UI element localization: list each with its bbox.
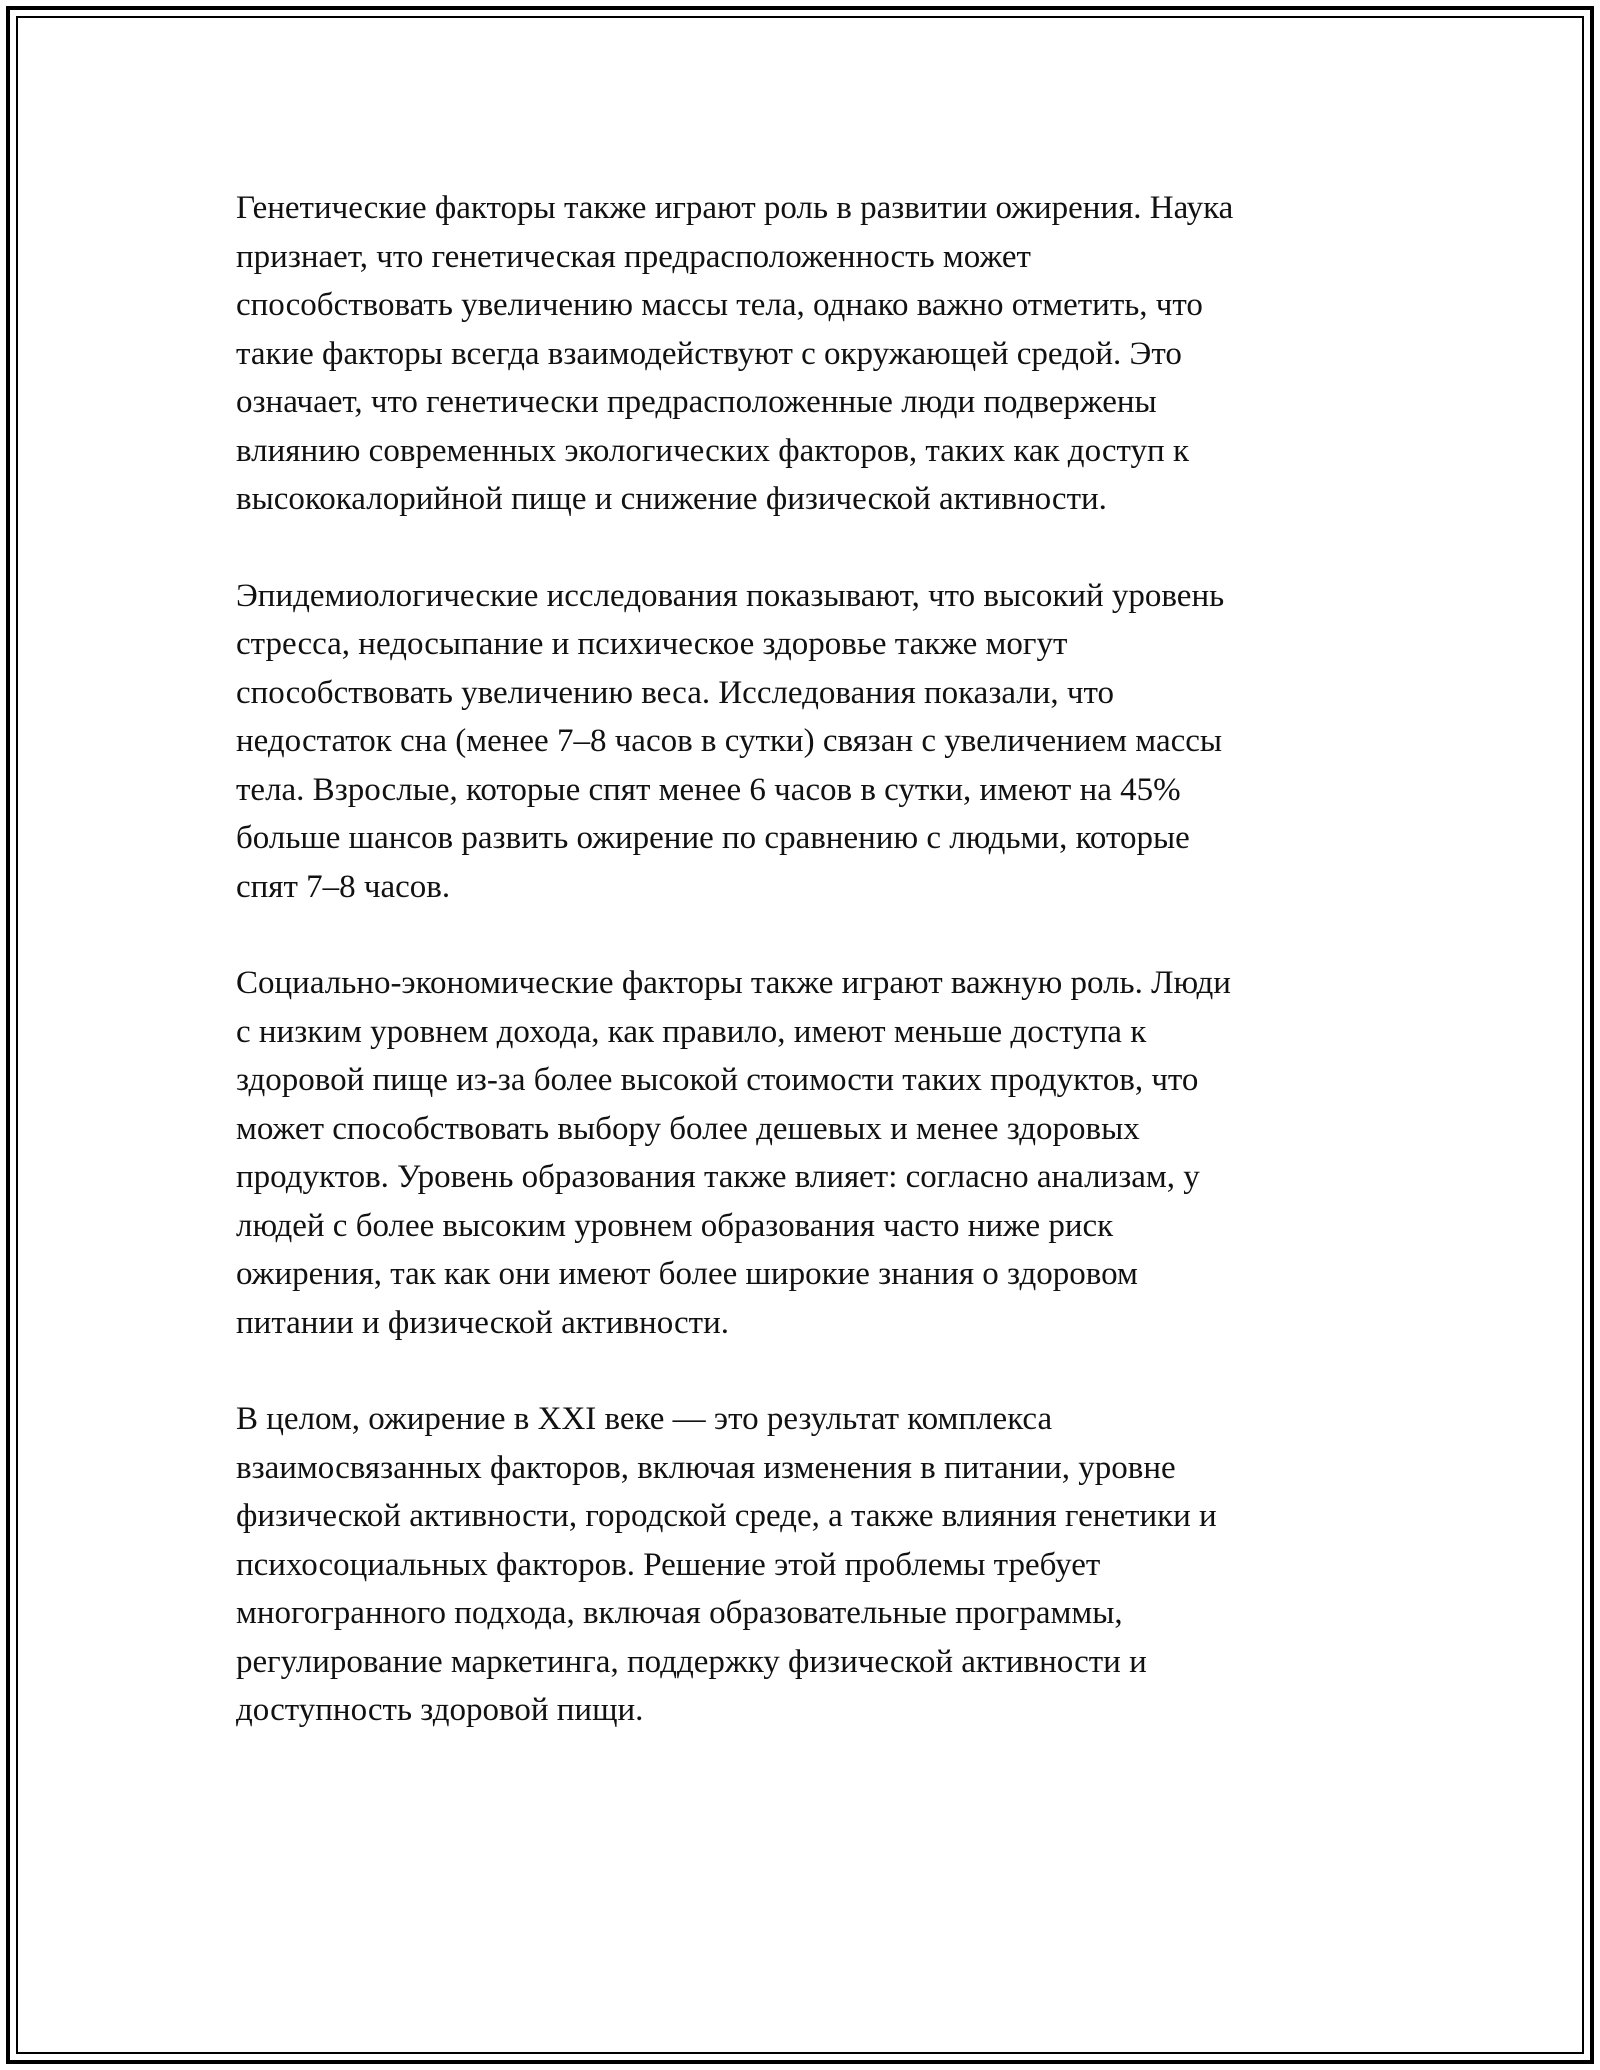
paragraph-socioeconomic-factors: Социально-экономические факторы также играют важную роль. Люди с низким уровнем дохода, как правило, имеют меньше доступа к здоровой пище из-за более высокой стоимости таких продуктов, что может способствовать выбору более дешевых и менее здоровых продуктов. Уровень образования также влияет: согласно анализам, у людей с более высоким уровнем образования часто ниже риск ожирения, так как они имеют более широкие знания о здоровом питании и физической активности. [236,965,1231,1341]
paragraph-conclusion: В целом, ожирение в XXI веке — это результат комплекса взаимосвязанных факторов, включая изменения в питании, уровне физической активности, городской среде, а также влияния генетики и психосоциальных факторов. Решение этой проблемы требует многогранного подхода, включая образовательные программы, регулирование маркетинга, поддержку физической активности и доступность здоровой пищи. [236,1401,1217,1728]
paragraph-genetic-factors: Генетические факторы также играют роль в развитии ожирения. Наука признает, что генетическая предрасположенность может способствовать увеличению массы тела, однако важно отметить, что такие факторы всегда взаимодействуют с окружающей средой. Это означает, что генетически предрасположенные люди подвержены влиянию современных экологических факторов, таких как доступ к высококалорийной пище и снижение физической активности. [236,190,1234,517]
document-body [236,184,1366,1783]
paragraph-epidemiological-research: Эпидемиологические исследования показывают, что высокий уровень стресса, недосыпание и психическое здоровье также могут способствовать увеличению веса. Исследования показали, что недостаток сна (менее 7–8 часов в сутки) связан с увеличением массы тела. Взрослые, которые спят менее 6 часов в сутки, имеют на 45% больше шансов развить ожирение по сравнению с людьми, которые спят 7–8 часов. [236,577,1225,905]
